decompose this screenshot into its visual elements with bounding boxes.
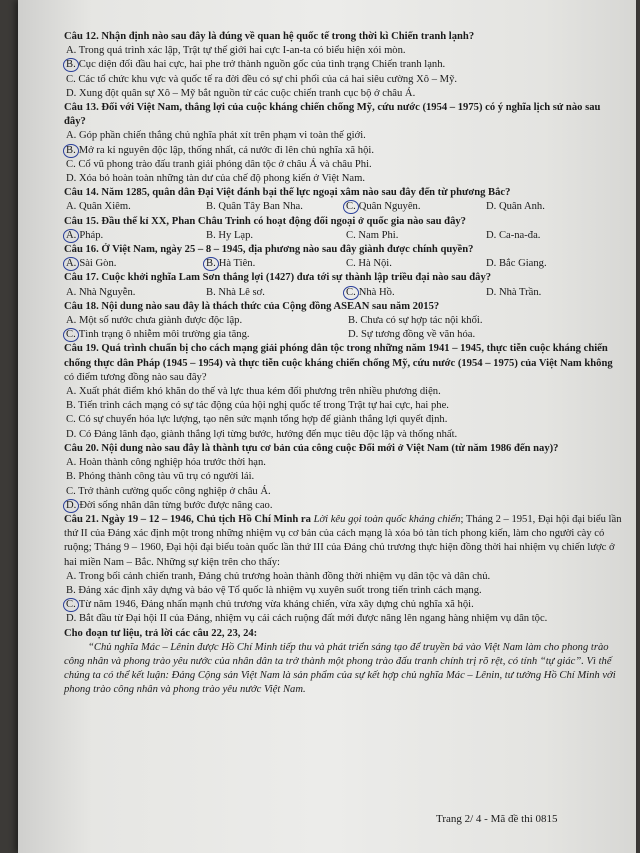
q12-option-c: C. Các tổ chức khu vực và quốc tế ra đời đều có sự chi phối của cả hai siêu cường Xô – Mỹ. <box>66 73 458 85</box>
q13-option-b <box>64 144 624 158</box>
q20-option-d-text: Đời sống nhân dân từng bước được nâng cao. <box>79 499 273 511</box>
exam-content <box>64 30 624 698</box>
q21-option-b: B. Đảng xác định xây dựng và bảo vệ Tổ quốc là nhiệm vụ xuyên suốt trong tiến trình cách mạng. <box>66 584 482 596</box>
passage-text: “Chủ nghĩa Mác – Lênin được Hồ Chí Minh tiếp thu và phát triển sáng tạo để truyền bá vào Việt Nam làm cho phong trào công nhân và phong trào yêu nước của nhân dân ta trở thành một phong trào đấu tranh chính trị rõ rệt, có tính “tự giác”. Vì thế chúng ta có thể kết luận: Đảng Cộng sản Việt Nam là sản phẩm của sự kết hợp chủ nghĩa Mác – Lênin, tư tưởng Hồ Chí Minh với phong trào công nhân và phong trào yêu nước Việt Nam. <box>64 641 616 696</box>
q20-option-a: A. Hoàn thành công nghiệp hóa trước thời hạn. <box>66 457 266 469</box>
q21-answer-circle: C. <box>63 598 79 612</box>
q17-answer-circle: C. <box>343 286 359 300</box>
q21-stem-rest: ; Tháng 2 – 1951, Đại hội đại biểu lần thứ II của Đảng xác định một trong những nhiệm vụ cơ bản của cách mạng là xóa bỏ tàn tích phong kiến, làm cho người cày có ruộng; Tháng 9 – 1960, Đại hội đại biểu toàn quốc lần thứ III của Đảng chủ trương thực hiện đồng thời hai nhiệm vụ chiến lược ở hai miền Nam – Bắc. Những sự kiện trên cho thấy: <box>64 513 622 568</box>
q17-option-d: D. Nhà Trần. <box>486 286 542 298</box>
q18-stem: Câu 18. Nội dung nào sau đây là thách thức của Cộng đồng ASEAN sau năm 2015? <box>64 300 440 312</box>
q14-option-d: D. Quân Anh. <box>486 201 545 213</box>
q15-options <box>64 229 624 243</box>
q18-option-a: A. Một số nước chưa giành được độc lập. <box>66 315 243 327</box>
q18-option-b: B. Chưa có sự hợp tác nội khối. <box>348 315 483 327</box>
q19-stem-text: Câu 19. Quá trình chuẩn bị cho cách mạng giải phóng dân tộc trong những năm 1941 – 1945, thực tiễn cuộc kháng chiến chống thực dân Pháp (1945 – 1954) và thực tiễn cuộc kháng chiến chống Mỹ, cứu nước (1954 – 1975) của Việt Nam <box>64 343 608 369</box>
q14-option-c <box>346 200 486 214</box>
q13-option-a: A. Góp phần chiến thắng chủ nghĩa phát xít trên phạm vi toàn thế giới. <box>66 130 366 142</box>
q12-option-d: D. Xung đột quân sự Xô – Mỹ bắt nguồn từ các cuộc chiến tranh cục bộ ở châu Á. <box>66 87 416 99</box>
q18-option-c <box>66 328 348 342</box>
q18-options-cd <box>64 328 624 342</box>
q16-option-a <box>66 257 206 271</box>
q13-option-b-text: Mở ra kỉ nguyên độc lập, thống nhất, cả nước đi lên chủ nghĩa xã hội. <box>78 144 374 156</box>
q20-option-c: C. Trở thành cường quốc công nghiệp ở châu Á. <box>66 485 271 497</box>
q20-stem: Câu 20. Nội dung nào sau đây là thành tựu cơ bản của công cuộc Đổi mới ở Việt Nam (từ năm 1986 đến nay)? <box>64 442 559 454</box>
q19-option-a: A. Xuất phát điểm khó khăn do thế và lực thua kém đối phương trên nhiều phương diện. <box>66 386 441 398</box>
q18-option-d: D. Sự tương đồng về văn hóa. <box>348 329 476 341</box>
q15-answer-circle: A. <box>63 229 79 243</box>
q15-option-b: B. Hy Lạp. <box>206 229 254 241</box>
q14-stem: Câu 14. Năm 1285, quân dân Đại Việt đánh bại thế lực ngoại xâm nào sau đây đến từ phương Bắc? <box>64 187 511 199</box>
q18-answer-circle: C. <box>63 328 79 342</box>
q17-option-a: A. Nhà Nguyễn. <box>66 286 136 298</box>
q17-option-c <box>346 286 486 300</box>
q15-option-a <box>66 229 206 243</box>
q16-answer-circle-a: A. <box>63 257 79 271</box>
q12-option-b-text: Cục diện đối đầu hai cực, hai phe trở thành nguồn gốc của tình trạng Chiến tranh lạnh. <box>78 59 446 71</box>
q19-option-c: C. Có sự chuyển hóa lực lượng, tạo nên sức mạnh tổng hợp để giành thắng lợi quyết định. <box>66 414 448 426</box>
q16-answer-circle-b: B. <box>203 257 219 271</box>
q19-stem-end: có điểm tương đồng nào sau đây? <box>64 371 207 383</box>
q18-options-ab <box>64 314 624 328</box>
q16-stem: Câu 16. Ở Việt Nam, ngày 25 – 8 – 1945, địa phương nào sau đây giành được chính quyền? <box>64 244 474 256</box>
q12-stem: Câu 12. Nhận định nào sau đây là đúng về quan hệ quốc tế trong thời kì Chiến tranh lạnh? <box>64 31 475 42</box>
q16-option-b <box>206 257 346 271</box>
q14-answer-circle: C. <box>343 200 359 214</box>
q13-stem: Câu 13. Đối với Việt Nam, thắng lợi của cuộc kháng chiến chống Mỹ, cứu nước (1954 – 1975) có ý nghĩa lịch sử nào sau đây? <box>64 102 601 128</box>
q18-option-c-text: Tình trạng ô nhiễm môi trường gia tăng. <box>78 329 250 341</box>
q12-option-b <box>64 58 624 72</box>
q17-stem: Câu 17. Cuộc khởi nghĩa Lam Sơn thắng lợi (1427) đưa tới sự thành lập triều đại nào sau đây? <box>64 272 492 284</box>
q12-option-a: A. Trong quá trình xác lập, Trật tự thế giới hai cực I-an-ta có biểu hiện xói mòn. <box>66 45 406 57</box>
q13-option-d: D. Xóa bỏ hoàn toàn những tàn dư của chế độ phong kiến ở Việt Nam. <box>66 173 365 185</box>
q15-option-a-text: Pháp. <box>79 229 104 241</box>
q16-option-d: D. Bắc Giang. <box>486 258 547 270</box>
q17-options <box>64 286 624 300</box>
passage-heading: Cho đoạn tư liệu, trả lời các câu 22, 23, 24: <box>64 627 258 639</box>
page-footer: Trang 2/ 4 - Mã đề thi 0815 <box>436 813 558 825</box>
q20-option-d <box>64 499 624 513</box>
q16-options <box>64 257 624 271</box>
q14-option-a: A. Quân Xiêm. <box>66 201 131 213</box>
q14-options <box>64 200 624 214</box>
q19-stem-bold: không <box>584 357 613 369</box>
q21-option-c <box>64 598 624 612</box>
q17-option-b: B. Nhà Lê sơ. <box>206 286 265 298</box>
q19-option-d: D. Có Đảng lãnh đạo, giành thắng lợi từng bước, hướng đến mục tiêu độc lập và thống nhất. <box>66 428 458 440</box>
q17-option-c-text: Nhà Hồ. <box>358 286 395 298</box>
q20-answer-circle: D. <box>63 499 79 513</box>
q21-stem <box>64 513 624 570</box>
q14-option-c-text: Quân Nguyên. <box>358 201 421 213</box>
q21-option-a: A. Trong bối cảnh chiến tranh, Đảng chủ trương hoàn thành đồng thời nhiệm vụ dân tộc và dân chủ. <box>66 570 491 582</box>
q15-stem: Câu 15. Đầu thế kỉ XX, Phan Châu Trinh có hoạt động đối ngoại ở quốc gia nào sau đây? <box>64 215 466 227</box>
q16-option-a-text: Sài Gòn. <box>79 258 117 270</box>
q16-option-b-text: Hà Tiên. <box>218 258 256 270</box>
q21-stem-italic: Lời kêu gọi toàn quốc kháng chiến <box>313 513 461 525</box>
q12-answer-circle: B. <box>63 58 79 72</box>
q15-option-c: C. Nam Phi. <box>346 229 399 241</box>
q20-option-b: B. Phóng thành công tàu vũ trụ có người lái. <box>66 471 255 483</box>
q19-stem <box>64 342 624 385</box>
exam-page <box>18 0 636 853</box>
q14-option-b: B. Quân Tây Ban Nha. <box>206 201 303 213</box>
q21-option-c-text: Từ năm 1946, Đảng nhấn mạnh chủ trương vừa kháng chiến, vừa xây dựng chủ nghĩa xã hội. <box>78 599 474 611</box>
q15-option-d: D. Ca-na-đa. <box>486 229 541 241</box>
q19-option-b: B. Tiến trình cách mạng có sự tác động của hội nghị quốc tế trong Trật tự hai cực, hai phe. <box>66 400 449 412</box>
q16-option-c: C. Hà Nội. <box>346 258 392 270</box>
q13-option-c: C. Cổ vũ phong trào đấu tranh giải phóng dân tộc ở châu Á và châu Phi. <box>66 158 372 170</box>
q21-option-d: D. Bắt đầu từ Đại hội II của Đảng, nhiệm vụ cải cách ruộng đất mới được nâng lên ngang hàng nhiệm vụ dân tộc. <box>66 613 548 625</box>
q13-answer-circle: B. <box>63 144 79 158</box>
q21-stem-start: Câu 21. Ngày 19 – 12 – 1946, Chủ tịch Hồ Chí Minh ra <box>64 513 311 525</box>
